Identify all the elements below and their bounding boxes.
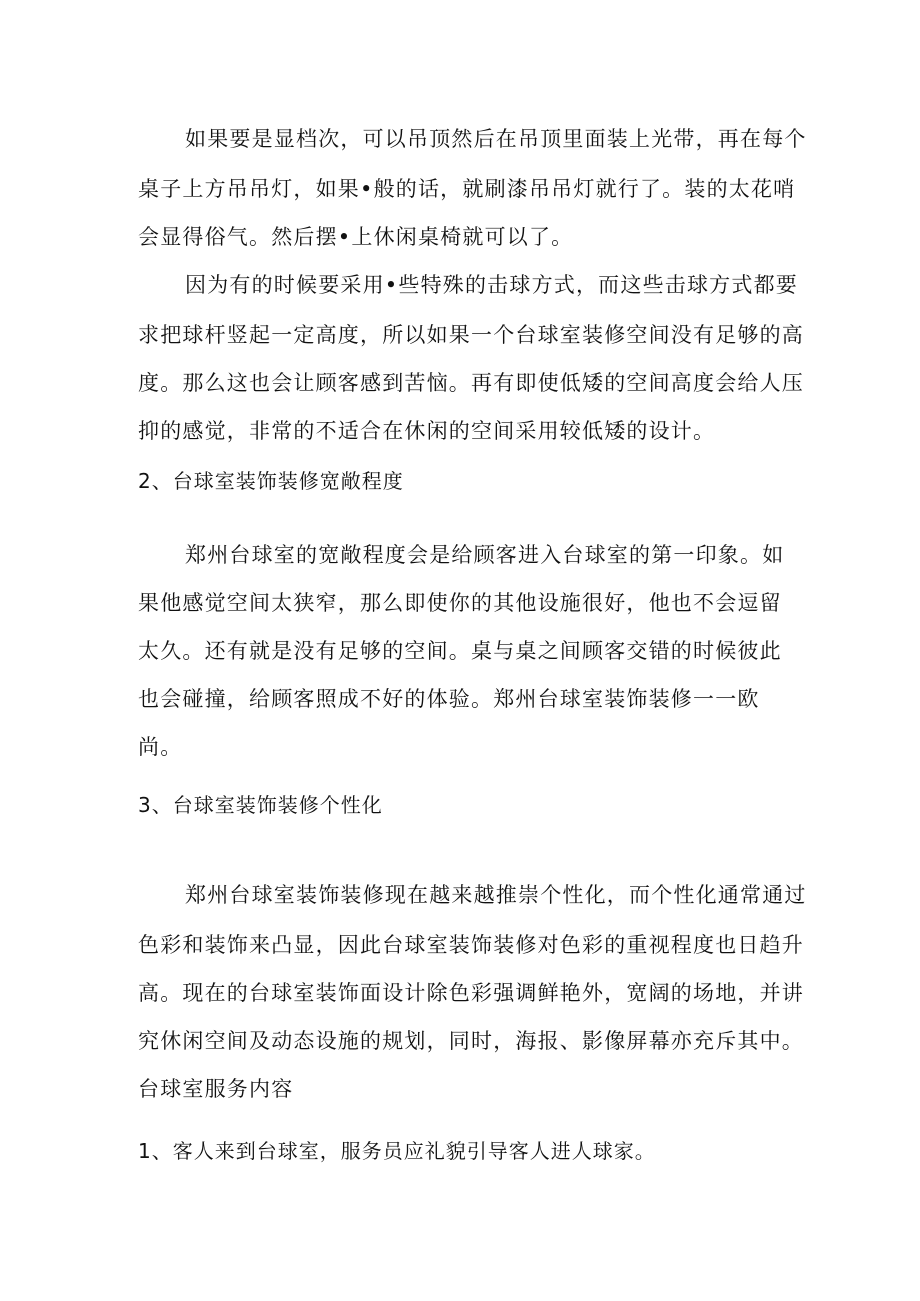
paragraph-3-line-5: 尚。	[138, 735, 183, 759]
paragraph-2-line-1: 因为有的时候要采用•些特殊的击球方式，而这些击球方式都要	[185, 273, 798, 297]
paragraph-4-line-2: 色彩和装饰来凸显，因此台球室装饰装修对色彩的重视程度也日趋升	[138, 933, 804, 957]
section-heading-2: 2、台球室装饰装修宽敞程度	[138, 469, 404, 493]
paragraph-2-line-2: 求把球杆竖起一定高度，所以如果一个台球室装修空间没有足够的高	[138, 323, 804, 347]
paragraph-2-line-4: 抑的感觉，非常的不适合在休闲的空间采用较低矮的设计。	[138, 419, 716, 443]
service-list-item-1: 1、客人来到台球室，服务员应礼貌引导客人进人球家。	[138, 1139, 656, 1163]
paragraph-4-line-1: 郑州台球室装饰装修现在越来越推崇个性化，而个性化通常通过	[185, 883, 807, 907]
paragraph-1-line-1: 如果要是显档次，可以吊顶然后在吊顶里面装上光带，再在每个	[185, 127, 807, 151]
paragraph-2-line-3: 度。那么这也会让顾客感到苦恼。再有即使低矮的空间高度会给人压	[138, 371, 804, 395]
paragraph-1-line-3: 会显得俗气。然后摆•上休闲桌椅就可以了。	[138, 225, 574, 249]
paragraph-1-line-2: 桌子上方吊吊灯，如果•般的话，就刷漆吊吊灯就行了。装的太花哨	[138, 177, 796, 201]
section-title-service: 台球室服务内容	[138, 1077, 294, 1101]
paragraph-3-line-2: 果他感觉空间太狭窄，那么即使你的其他设施很好，他也不会逗留	[138, 591, 782, 615]
section-heading-3: 3、台球室装饰装修个性化	[138, 793, 383, 817]
paragraph-3-line-1: 郑州台球室的宽敞程度会是给顾客进入台球室的第一印象。如	[185, 543, 785, 567]
paragraph-3-line-4: 也会碰撞，给顾客照成不好的体验。郑州台球室装饰装修一一欧	[138, 687, 760, 711]
paragraph-3-line-3: 太久。还有就是没有足够的空间。桌与桌之间顾客交错的时候彼此	[138, 639, 782, 663]
paragraph-4-line-4: 究休闲空间及动态设施的规划，同时，海报、影像屏幕亦充斥其中。	[138, 1029, 804, 1053]
paragraph-4-line-3: 高。现在的台球室装饰面设计除色彩强调鲜艳外，宽阔的场地，并讲	[138, 981, 804, 1005]
